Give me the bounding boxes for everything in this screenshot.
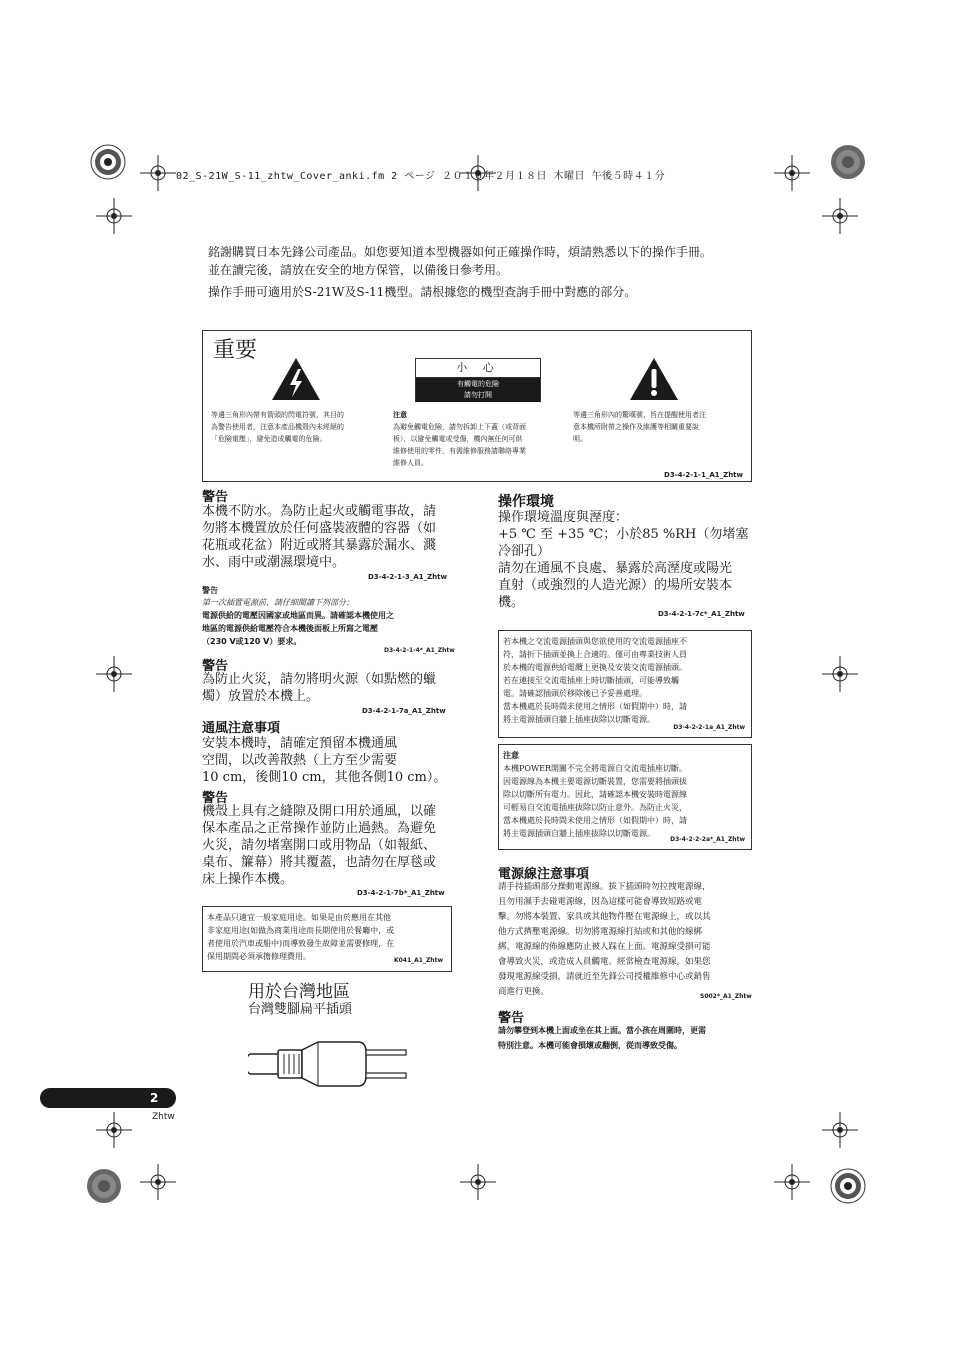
text-line: 請手持插頭部分操動電源線。拔下插頭時勿拉拽電源線， xyxy=(498,882,711,892)
caution-sub-line: 請勿打開 xyxy=(464,391,492,399)
warning-text xyxy=(202,671,436,705)
text-line: 除以切斷所有電力。因此，請確認本機安裝時電源線 xyxy=(503,790,687,799)
text-line: 機。 xyxy=(498,595,525,610)
intro-text xyxy=(208,243,712,301)
text-line: 直射（或強烈的人造光源）的場所安裝本 xyxy=(498,578,733,593)
warning-text xyxy=(202,803,436,888)
crosshair-mark xyxy=(822,656,858,692)
warning-text xyxy=(202,503,436,571)
text-line: 擊。勿將本裝置、家具或其他物件壓在電源線上，或以其 xyxy=(498,912,711,922)
text-line: 板），以避免觸電或受傷，機內無任何可供 xyxy=(393,435,523,443)
doc-code: D3-4-2-1-7a_A1_Zhtw xyxy=(362,707,446,715)
text-line: 可輕易自交流電插座拔除以防止意外。為防止火災， xyxy=(503,803,687,812)
text-line: 明。 xyxy=(573,435,587,443)
text-line: 於本機的電源供給電纜上更換及安裝交流電源插頭。 xyxy=(503,663,687,672)
caution-sub-line: 有觸電的危險 xyxy=(457,380,499,388)
text-line: 請勿在通風不良處、暴露於高溼度或陽光 xyxy=(498,561,733,576)
caution-heading: 注意 xyxy=(393,411,407,419)
text-line: 若本機之交流電源插頭與您欲使用的交流電源插座不 xyxy=(503,637,687,646)
text-line: 電。請確認插頭於移除後已予妥善處理。 xyxy=(503,689,647,698)
text-line: 意本機所附帶之操作及維護等相關重要說 xyxy=(573,423,699,431)
crosshair-mark xyxy=(96,198,132,234)
caution-title: 小 心 xyxy=(416,359,540,378)
intro-line: 操作手冊可適用於S-21W及S-11機型。請根據您的機型查詢手冊中對應的部分。 xyxy=(208,285,637,299)
doc-code: D3-4-2-1-7b*_A1_Zhtw xyxy=(357,889,445,897)
text-line: 安裝本機時，請確定預留本機通風 xyxy=(202,736,398,751)
text-line: 因電源線為本機主要電源切斷裝置，您需要將插頭拔 xyxy=(503,777,687,786)
lightning-warning-icon xyxy=(271,357,321,405)
doc-code: D3-4-2-1-3_A1_Zhtw xyxy=(368,573,447,581)
text-line: （230 V或120 V）要求。 xyxy=(202,637,302,646)
notice-heading: 注意 xyxy=(503,751,519,760)
text-line: 空間，以改善散熱（上方至少需要 xyxy=(202,753,398,768)
household-use-notice xyxy=(202,906,452,972)
important-title: 重要 xyxy=(213,338,258,363)
doc-code: K041_A1_Zhtw xyxy=(393,957,443,964)
text-line: 為警告使用者，注意本產品機殼內未經絕的 xyxy=(211,423,344,431)
text-line: 燭）放置於本機上。 xyxy=(202,689,320,704)
doc-code: S002*_A1_Zhtw xyxy=(700,993,752,1000)
text-line: 當本機處於長時間未使用之情形（如假期中）時，請 xyxy=(503,702,687,711)
page-language-label: Zhtw xyxy=(152,1112,175,1122)
warning-text xyxy=(202,609,394,648)
power-cord-heading: 電源線注意事項 xyxy=(498,867,590,882)
crosshair-mark xyxy=(140,155,176,191)
power-switch-notice xyxy=(498,744,752,850)
crosshair-mark xyxy=(774,155,810,191)
text-line: 機殼上具有之縫隙及開口用於通風，以確 xyxy=(202,804,437,819)
crosshair-mark xyxy=(774,1164,810,1200)
environment-heading: 操作環境 xyxy=(498,494,554,510)
registration-target-top-left xyxy=(88,142,128,182)
warning-heading: 警告 xyxy=(498,1011,525,1026)
exclamation-warning-icon xyxy=(629,357,679,405)
page-number: 2 xyxy=(150,1091,159,1105)
text-line: +5 ℃ 至 +35 ℃；小於85 %RH（勿堵塞 xyxy=(498,527,749,542)
warning-heading: 警告 xyxy=(202,791,229,806)
text-line: 特別注意。本機可能會損壞或翻倒，從而導致受傷。 xyxy=(498,1041,682,1050)
text-line: 綁。電源線的佈線應防止被人踩在上面。電源線受損可能 xyxy=(498,942,711,952)
text-line: 當本機處於長時間未使用之情形（如假期中）時，請 xyxy=(503,816,687,825)
ac-plug-notice xyxy=(498,630,752,738)
text-line: 電源供給的電壓因國家或地區而異。請確認本機使用之 xyxy=(202,611,394,620)
caution-description xyxy=(393,409,568,469)
important-box xyxy=(202,330,752,482)
doc-code: D3-4-2-2-2a*_A1_Zhtw xyxy=(670,836,745,843)
taiwan-subheading: 台灣雙腳扁平插頭 xyxy=(248,1002,353,1017)
text-line: 發現電源線受損，請就近至先鋒公司授權維修中心或銷售 xyxy=(498,972,711,982)
registration-target-top-right xyxy=(828,142,868,182)
text-line: 為避免觸電危險，請勿拆卸上下蓋（或背面 xyxy=(393,423,526,431)
power-cord-text xyxy=(498,880,711,1000)
text-line: 請勿攀登到本機上面或坐在其上面。當小孩在周圍時，更需 xyxy=(498,1026,706,1035)
environment-text xyxy=(498,509,748,611)
ventilation-text xyxy=(202,735,446,786)
text-line: 等邊三角形內的驚嘆號，旨在提醒使用者注 xyxy=(573,411,706,419)
text-line: 操作環境溫度與溼度： xyxy=(498,510,629,525)
registration-target-bottom-right xyxy=(828,1166,868,1206)
warning-italic-note: 第一次插置電源前，請仔細閱讀下列部分； xyxy=(202,598,354,607)
text-line: 他方式擠壓電源線。切勿將電源線打結或和其他的線綁 xyxy=(498,927,703,937)
doc-code: D3-4-2-2-1a_A1_Zhtw xyxy=(673,724,745,731)
warning-heading: 警告 xyxy=(202,490,229,505)
text-line: 保用期間必須承擔修理費用。 xyxy=(207,952,311,961)
text-line: 本機POWER開關不完全將電源自交流電插座切斷。 xyxy=(503,764,688,773)
text-line: 等邊三角形內帶有箭頭的閃電符號，其目的 xyxy=(211,411,344,419)
lightning-description xyxy=(211,409,391,445)
doc-code: D3-4-2-1-1_A1_Zhtw xyxy=(664,471,743,479)
text-line: 水、雨中或潮濕環境中。 xyxy=(202,555,346,570)
flat-two-pin-plug-illustration xyxy=(248,1028,418,1104)
text-line: 符，請折下插頭並換上合適的。僅可由專業技術人員 xyxy=(503,650,687,659)
warning-heading: 警告 xyxy=(202,659,229,674)
text-line: 會導致火災，或造成人員觸電。經常檢查電源線。如果您 xyxy=(498,957,711,967)
text-line: 10 cm，後側10 cm，其他各側10 cm）。 xyxy=(202,770,447,785)
crosshair-mark xyxy=(460,1164,496,1200)
taiwan-heading: 用於台灣地區 xyxy=(248,982,350,1002)
text-line: 非家庭用途(如做為商業用途而長期使用於餐廳中，或 xyxy=(207,926,395,935)
text-line: 桌布、簾幕）將其覆蓋，也請勿在厚毯或 xyxy=(202,855,437,870)
text-line: 本產品只適宜一般家庭用途。如果是由於應用在其他 xyxy=(207,913,391,922)
crosshair-mark xyxy=(822,198,858,234)
text-line: 維修人員。 xyxy=(393,459,428,467)
caution-label xyxy=(415,358,541,402)
text-line: 花瓶或花盆）附近或將其暴露於漏水、濺 xyxy=(202,538,437,553)
registration-target-bottom-left xyxy=(84,1166,124,1206)
text-line: 保本產品之正常操作並防止過熱。為避免 xyxy=(202,821,437,836)
ventilation-heading: 通風注意事項 xyxy=(202,721,281,736)
text-line: 維修使用的零件，有需維修服務請聯絡專業 xyxy=(393,447,526,455)
text-line: 本機不防水。為防止起火或觸電事故，請 xyxy=(202,504,437,519)
text-line: 將主電源插頭自牆上插座拔除以切斷電源。 xyxy=(503,829,655,838)
file-header-line: 02_S-21W_S-11_zhtw_Cover_anki.fm 2 ページ ２０１０年２月１８日 木曜日 午後５時４１分 xyxy=(176,171,666,182)
intro-line: 並在讀完後，請放在安全的地方保管，以備後日參考用。 xyxy=(208,263,509,277)
caution-subtitle xyxy=(416,378,540,402)
doc-code: D3-4-2-1-4*_A1_Zhtw xyxy=(384,647,455,654)
text-line: 者使用於汽車或船中)而導致發生故障並需要修理，在 xyxy=(207,939,395,948)
intro-line: 銘謝購買日本先鋒公司產品。如您要知道本型機器如何正確操作時，煩請熟悉以下的操作手冊。 xyxy=(208,245,713,259)
crosshair-mark xyxy=(96,1112,132,1148)
crosshair-mark xyxy=(140,1164,176,1200)
text-line: 「危險電壓」，避免造成觸電的危險。 xyxy=(211,435,327,443)
text-line: 為防止火災，請勿將明火源（如點燃的蠟 xyxy=(202,672,437,687)
text-line: 冷卻孔） xyxy=(498,544,551,559)
exclamation-description xyxy=(573,409,748,445)
crosshair-mark xyxy=(96,656,132,692)
doc-code: D3-4-2-1-7c*_A1_Zhtw xyxy=(658,610,745,618)
text-line: 若在連接至交流電插座上時切斷插頭，可能導致觸 xyxy=(503,676,679,685)
text-line: 勿將本機置放於任何盛裝液體的容器（如 xyxy=(202,521,437,536)
text-line: 且勿用濕手去碰電源線，因為這樣可能會導致短路或電 xyxy=(498,897,703,907)
text-line: 商進行更換。 xyxy=(498,987,550,997)
text-line: 地區的電源供給電壓符合本機後面板上所寫之電壓 xyxy=(202,624,378,633)
text-line: 床上操作本機。 xyxy=(202,872,294,887)
text-line: 將主電源插頭自牆上插座拔除以切斷電源。 xyxy=(503,715,655,724)
warning-text xyxy=(498,1023,706,1053)
text-line: 火災，請勿堵塞開口或用物品（如報紙、 xyxy=(202,838,437,853)
warning-heading: 警告 xyxy=(202,586,218,595)
crosshair-mark xyxy=(822,1112,858,1148)
